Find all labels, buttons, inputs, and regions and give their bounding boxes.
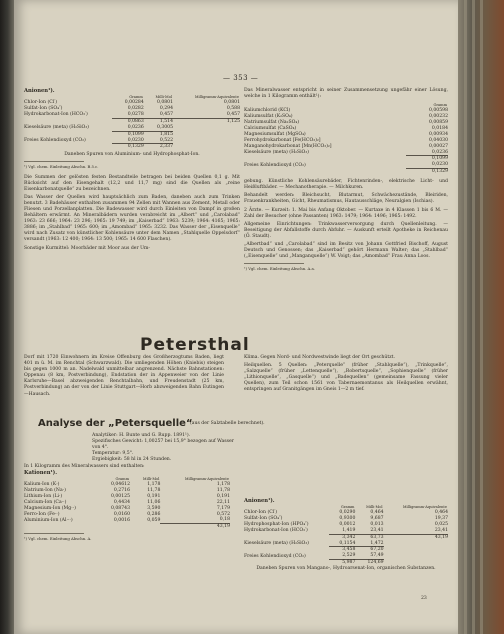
col-header: Milligramm-Aquivalente [402,505,447,509]
sum-row: 0,1099 [244,156,448,162]
table-row: Ferrohydrokarbonat [Fe(HCO₃)₂] 0,04030 [244,137,448,143]
table-row: Hydrokarbonat-Ion (HCO₃′) 0,0278 0,457 0,457 [24,111,240,118]
peter-intro [24,355,224,400]
table-row: Hydrokarbonat-Ion (HCO₃′) 1,419 23,41 23,41 [244,527,448,533]
paragraph: Klima. Gegen Nord- und Nordwestwinde liegt der Ort geschützt. [244,355,395,360]
table-row: Kaliumsulfat (K₂SO₄) 0,00232 [244,114,448,120]
kationen-table [24,476,230,530]
col-header: Gramm [115,477,129,481]
trace-note: Daneben Spuren von Mangano-, Hydroarsenat-Ion, organischen Substanzen. [256,566,436,572]
sum-row: 3,458 67,20 [244,547,448,553]
col-header: Milligramm-Aquivalente [184,477,229,481]
paragraph: „Albertbad“ und „Carolabad“ sind im Besitz von Johann Gottfried Bischoff, August Deutsch und Genossen; das „Kaiserbad“ gehört Hermann Walter; das „Stahlbad“ („Eisenquelle“ und „Manganquelle“) W. Voigt; das „Amombad“ Frau Anna Loos. [244,242,448,260]
table-row: Natrium-Ion (Na·) 0,2716 11,78 11,78 [24,487,230,493]
page-signature: 23 [421,596,427,601]
right-column [244,88,448,272]
kationen-heading: Kationen¹). [24,470,58,476]
paragraph: Das Mineralwasser entspricht in seiner Zusammensetzung ungefähr einer Lösung, welche in 1 Kilogramm enthält¹): [244,88,448,100]
table-row: Sulfat-Ion (SO₄″) 0,0282 0,294 0,588 [24,106,240,111]
peter-details [244,355,448,396]
table-row: Freies Kohlendioxyd (CO₂) 0,0230 0,522 [24,137,174,143]
paragraph: Die Summen der gelösten festen Bestandteile betragen bei beiden Quellen 0,1 g. Mit Rücksicht auf den Eisengehalt (12,2 und 11,7 mg) sind die Quellen als „reine Eisenkarbonatquelle“ zu bezeichnen. [24,174,240,192]
analysis-meta [92,433,242,463]
meta-line: Spezifisches Gewicht: 1,00257 bei 15,9° bezogen auf Wasser von 4°. [92,439,234,450]
table-row: Calcium-Ion (Ca··) 0,4434 11,06 22,11 [24,499,230,505]
table-row: Chlor-Ion (Cl′) 0,00284 0,0801 0,0801 [24,100,240,106]
book-spine [0,0,14,634]
table-row: Kieselsäure (meta) (H₂SiO₃) 0,0236 [244,149,448,155]
anionen-table [244,504,448,566]
anions-table [24,94,240,150]
table-row: Kaliumchlorid (KCl) 0,00598 [244,108,448,114]
analysis-title: Analyse der „Petersquelle“ [38,418,193,429]
analysis-intro: In 1 Kilogramm des Mineralwassers sind enthalten: [24,464,145,469]
anions-heading: Anionen¹). [24,88,55,94]
table-row: Magnesium-Ion (Mg··) 0,08743 3,590 7,179 [24,505,230,511]
sum-row: 0,1099 1,815 [24,131,240,137]
meta-line: Temperatur: 9,5°. [92,451,134,456]
paragraph: Das Wasser der Quellen wird hauptsächlich zum Baden, daneben auch zum Trinken benutzt. 3 Badehäuser enthalten zusammen 94 Zellen mit Wannen aus Zement, Metall oder Fliesen und Porzellanplatten. Die Badewasser wird durch Einleiten von Dampf in großen Behältern erwärmt. An Mineralbädern wurden verabreicht im „Albert“ und „Carolabad“ 1963: 23 666; 1964: 23 296; 1965: 19 749; im „Kaiserbad“ 1963: 5239; 1964: 4165; 1965: 3886; im „Stahlbad“ 1965: 600; im „Amombad“ 1965: 3232. Das Wasser der „Eisenquelle“ wird nach Zusatz von künstlicher Kohlensäure unter dem Namen „Stahlquelle Oppelsdorf“ versandt (1963: 12 400; 1964: 13 500; 1965: 14 600 Flaschen). [24,194,240,243]
sum-row: 0,1329 [244,169,448,175]
table-row: Freies Kohlendioxyd (CO₂) 0,0230 [244,162,448,168]
col-header: Gramm [340,505,355,509]
paragraph: Sonstige Kurmittel: Moorbäder mit Moor aus der Um- [24,245,150,251]
table-row: Calciumsulfat (CaSO₄) 0,0184 [244,125,448,131]
meta-line: Analytiker: H. Bunte und G. Rupp. 1891¹). [92,433,191,438]
paragraph: Allgemeine Einrichtungen: Trinkwasserversorgung durch Quellenleitung. — Beseitigung der Abfallstoffe durch Abfuhr. — Auskunft erteilt Apotheke in Reichenau (Ö. Staudt). [244,221,448,239]
table-row: Chlor-Ion (Cl′) 0,0290 0,464 0,464 [244,510,448,515]
page-edge [458,0,504,634]
table-row: Natriumsulfat (Na₂SO₄) 0,00859 [244,120,448,125]
sum-row: 5,987 124,69 [244,560,448,566]
col-header: Gramm [129,95,143,100]
table-row: Hydrophosphat-Ion (HPO₄″) 0,0012 0,013 0,025 [244,521,448,527]
col-header: Milligramm-Aquivalente [194,95,239,100]
paragraph: 2 Ärzte. — Kurzeit: 1. Mai bis Anfang Oktober. — Kurtaxe in 4 Klassen 1 bis 6 M. — Zahl der Besucher (ohne Passanten) 1963: 1479; 1964: 1496; 1965: 1492. [244,207,448,219]
table-row: Sulfat-Ion (SO₄″) 0,9300 9,687 19,37 [244,515,448,521]
paragraph: Behandelt werden: Bleichsucht, Blutarmut, Schwächezustände, Bleiriden, Frauenkrankheiten, Gicht, Rheumatismus, Hautausschläge, Neuralgien (Ischias). [244,193,448,205]
col-header: Milli-Mol [366,505,383,509]
table-row: Freies Kohlendioxyd (CO₂) 2,529 57,49 [244,553,384,559]
col-header: Gramm [433,103,447,108]
table-row: Ferro-Ion (Fe··) 0,0160 0,286 0,572 [24,511,230,517]
left-column [24,88,240,254]
col-header: Milli-Mol [142,477,160,481]
trace-note: Daneben Spuren von Aluminium- und Hydrophosphat-Ion. [64,152,200,158]
page-number: — 353 — [223,74,259,82]
sum-row: 0,0863 1,514 1,125 [24,118,240,124]
anionen-heading: Anionen¹). [244,498,275,504]
footnote: ¹) Vgl. chem. Einleitung Abschn. A. [24,533,84,541]
footnote: ¹) Vgl. chem. Einleitung Abschn. A.a. [244,263,304,272]
paragraph: Dorf mit 1720 Einwohnern im Kreise Offenburg des Großherzogtums Baden, liegt 401 m ü. M. im Renchtal (Schwarzwald). Die umliegenden Höhen (Kniebis) steigen bis gegen 1000 m an. Nadelwald unmittelbar angrenzend. Nächste Bahnstationen: Oppenau (8 km, Postverbindung), Endstation der in Appenweier von der Linie Karlsruhe—Basel abzweigenden Renchtalbahn, und Freudenstadt (25 km, Postverbindung) an der von der Linie Stuttgart—Horb abzweigenden Bahn Eutingen—Hausach. [24,355,224,397]
paragraph: gebung. Künstliche Kohlensäurebäder, Fichtenrinden-, elektrische Licht- und Heißluftbäder. — Mechanotherapie. — Milchkuren. [244,179,448,191]
col-header: Milli-Mol [155,95,173,100]
sum-row: 0,1329 2,337 [24,144,240,150]
section-title: Petersthal [140,335,250,355]
meta-line: Ergiebigkeit: 58 hl in 24 Stunden. [92,457,172,462]
anionen-block [244,498,448,572]
table-row: Magnesiumsulfat (MgSO₄) 0,00934 [244,131,448,137]
sum-row: 43,19 [24,524,230,530]
table-row: Kieselsäure (meta) (H₂SiO₃) 0,1154 1,472 [244,540,384,546]
analysis-subtitle: (aus der Salztabelle berechnet). [190,421,265,426]
kationen-block [24,464,230,541]
table-row: Aluminium-Ion (Al···) 0,0016 0,059 0,18 [24,517,230,523]
sum-row: 3,342 63,73 43,19 [244,534,448,540]
table-row: Lithium-Ion (Li·) 0,00125 0,191 0,191 [24,493,230,499]
table-row: Manganohydrokarbonat [Mn(HCO₃)₂] 0,00027 [244,143,448,149]
footnote: ¹) Vgl. chem. Einleitung Abschn. B.5.c. [24,161,84,170]
table-row: Kalium-Ion (K·) 0,04612 1,178 1,178 [24,482,230,487]
table-row: Kieselsäure (meta) (H₂SiO₃) 0,0236 0,3005 [24,124,174,130]
salt-table [244,102,448,175]
paragraph: Heilquellen. 5 Quellen: „Peterquelle“ (früher „Stahlquelle“), „Trinkquelle“, „Salzquelle“ (früher „Lettenquelle“), „Robertsquelle“, „Sophienquelle“ (früher „Lithionquelle“, „Gasquelle“) und „Badequellen“ (gemeinsame Fassung vieler Quellen), zum Teil schon 1561 von Tabernaemontanus als Heilquellen erwähnt, entspringen auf Granitgängen im Gneis 1—2 m tief. [244,363,448,393]
